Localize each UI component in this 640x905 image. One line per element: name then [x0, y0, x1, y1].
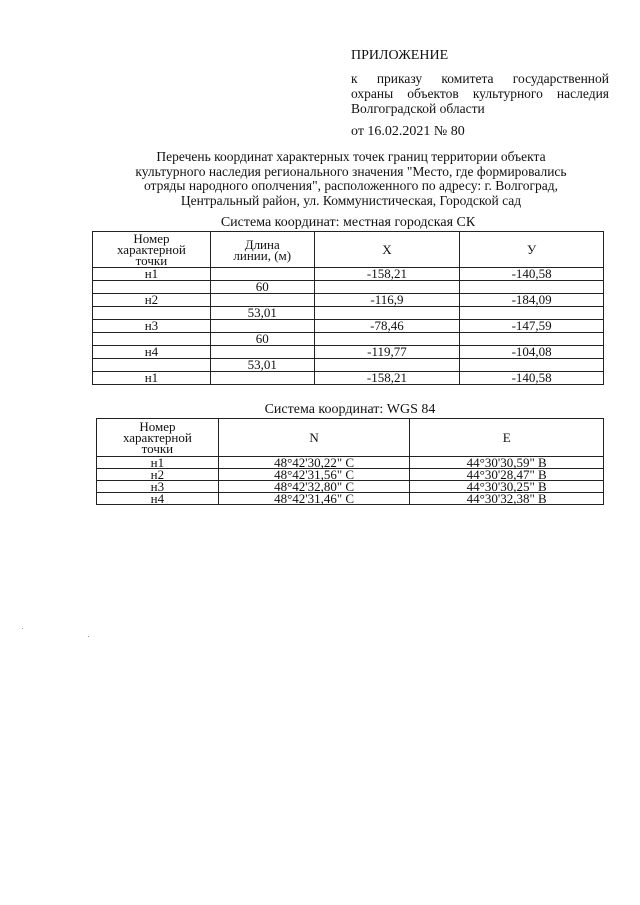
- x-cell: -158,21: [314, 372, 460, 385]
- heading-line-3: отряды народного ополчения", расположенного по адресу: г. Волгоград,: [143, 178, 559, 193]
- table-header-row: [93, 232, 604, 268]
- table-row: [93, 346, 604, 359]
- x-cell: -158,21: [314, 268, 460, 281]
- e-cell: 44°30'30,59" В: [410, 457, 604, 469]
- n-cell: 48°42'30,22" С: [218, 457, 410, 469]
- appendix-label: ПРИЛОЖЕНИЕ: [351, 48, 449, 63]
- x-cell: -116,9: [314, 294, 460, 307]
- order-line-1: к приказу комитета государственной: [351, 71, 609, 86]
- order-line-2: охраны объектов культурного наследия: [351, 86, 609, 101]
- y-cell: -147,59: [460, 320, 604, 333]
- n-cell: 48°42'31,46" С: [218, 493, 410, 505]
- local-coordinates-table: [92, 231, 604, 385]
- e-cell: 44°30'32,38" В: [410, 493, 604, 505]
- y-cell: -184,09: [460, 294, 604, 307]
- e-cell: 44°30'30,25" В: [410, 481, 604, 493]
- header-line-length: Длина линии, (м): [210, 232, 314, 268]
- heading-line-1: Перечень координат характерных точек границ территории объекта: [156, 149, 546, 164]
- table-row: [93, 372, 604, 385]
- header-point-number: Номер характерной точки: [93, 232, 211, 268]
- y-cell: -140,58: [460, 372, 604, 385]
- length-cell: 60: [210, 281, 314, 294]
- x-cell: -78,46: [314, 320, 460, 333]
- order-line-3: Волгоградской области: [351, 101, 485, 116]
- header-point-number: Номер характерной точки: [97, 419, 219, 457]
- heading-line-4: Центральный район, ул. Коммунистическая, Городской сад: [180, 192, 522, 208]
- header-e: E: [410, 419, 604, 457]
- e-cell: 44°30'28,47" В: [410, 469, 604, 481]
- order-date: от 16.02.2021 № 80: [351, 124, 465, 139]
- y-cell: -104,08: [460, 346, 604, 359]
- table-row: [93, 320, 604, 333]
- point-cell: н3: [93, 320, 211, 333]
- point-cell: н2: [93, 294, 211, 307]
- header-x: X: [314, 232, 460, 268]
- table-header-row: [97, 419, 604, 457]
- point-cell: н4: [97, 493, 219, 505]
- point-cell: н1: [93, 372, 211, 385]
- wgs-coordinates-table: [96, 418, 604, 505]
- header-y: У: [460, 232, 604, 268]
- order-reference: [351, 71, 609, 116]
- wgs-system-caption: Система координат: WGS 84: [264, 402, 436, 417]
- table-row: [93, 268, 604, 281]
- header-n: N: [218, 419, 410, 457]
- point-cell: н4: [93, 346, 211, 359]
- local-system-caption: Система координат: местная городская СК: [220, 215, 476, 230]
- point-cell: н2: [97, 469, 219, 481]
- point-cell: н1: [93, 268, 211, 281]
- point-cell: н3: [97, 481, 219, 493]
- heading-line-2: культурного наследия регионального значения "Место, где формировались: [135, 163, 567, 179]
- x-cell: -119,77: [314, 346, 460, 359]
- n-cell: 48°42'32,80" С: [218, 481, 410, 493]
- point-cell: н1: [97, 457, 219, 469]
- n-cell: 48°42'31,56" С: [218, 469, 410, 481]
- scan-speck: [88, 636, 89, 637]
- y-cell: -140,58: [460, 268, 604, 281]
- table-row: [97, 493, 604, 505]
- scan-speck: [22, 628, 23, 629]
- length-cell: 60: [210, 333, 314, 346]
- table-row: [93, 294, 604, 307]
- document-heading: [92, 150, 610, 208]
- length-cell: 53,01: [210, 307, 314, 320]
- length-cell: 53,01: [210, 359, 314, 372]
